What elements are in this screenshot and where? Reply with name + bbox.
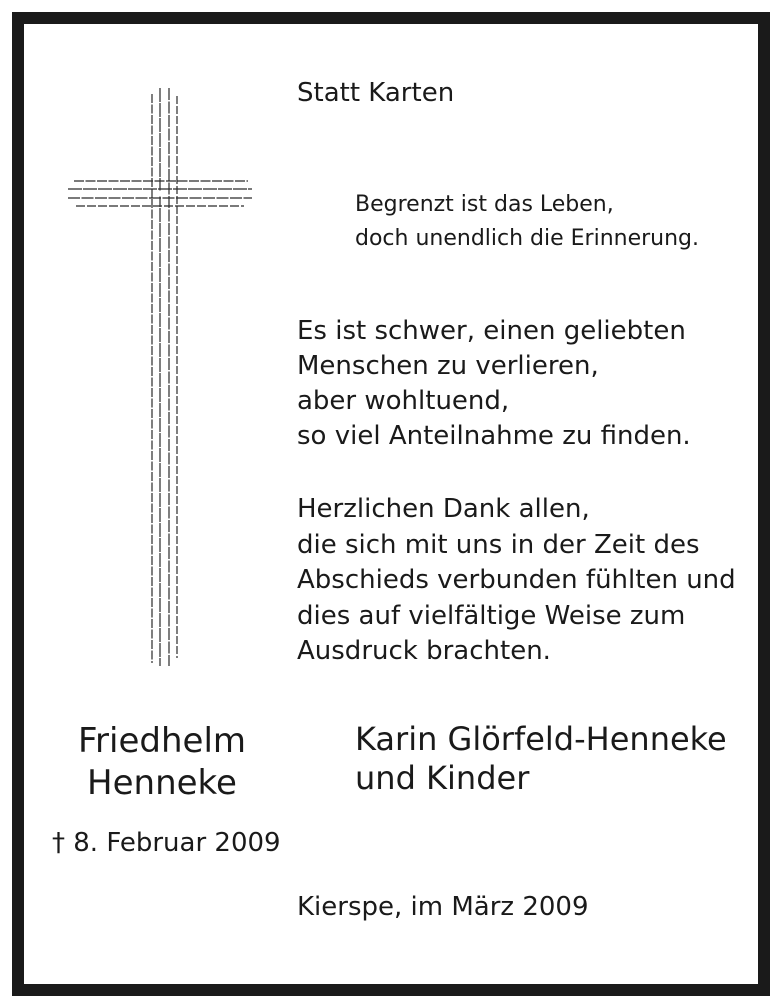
mourner-line: Karin Glörfeld-Henneke: [355, 720, 727, 758]
deceased-name: [62, 720, 262, 804]
mourners-block: [355, 720, 727, 798]
paragraph-line: Ausdruck brachten.: [297, 636, 551, 666]
condolence-paragraph: [297, 314, 691, 454]
mourner-line: und Kinder: [355, 759, 530, 797]
paragraph-line: die sich mit uns in der Zeit des: [297, 529, 700, 560]
place-date: Kierspe, im März 2009: [297, 892, 589, 922]
statt-karten-header: Statt Karten: [297, 78, 455, 108]
thanks-paragraph: [297, 492, 736, 670]
cross-icon: [68, 88, 258, 673]
paragraph-line: Abschieds verbunden fühlten und: [297, 565, 736, 595]
death-date: † 8. Februar 2009: [52, 828, 281, 858]
paragraph-line: so viel Anteilnahme zu finden.: [297, 421, 691, 451]
paragraph-line: aber wohltuend,: [297, 386, 510, 416]
paragraph-line: Herzlichen Dank allen,: [297, 494, 590, 524]
quote-line: Begrenzt ist das Leben,: [355, 192, 614, 217]
paragraph-line: dies auf vielfältige Weise zum: [297, 600, 686, 631]
quote-block: [355, 188, 699, 256]
quote-line: doch unendlich die Erinnerung.: [355, 226, 700, 251]
paragraph-line: Menschen zu verlieren,: [297, 351, 599, 381]
last-name: Henneke: [87, 763, 237, 803]
paragraph-line: Es ist schwer, einen geliebten: [297, 316, 686, 346]
first-name: Friedhelm: [77, 721, 247, 761]
